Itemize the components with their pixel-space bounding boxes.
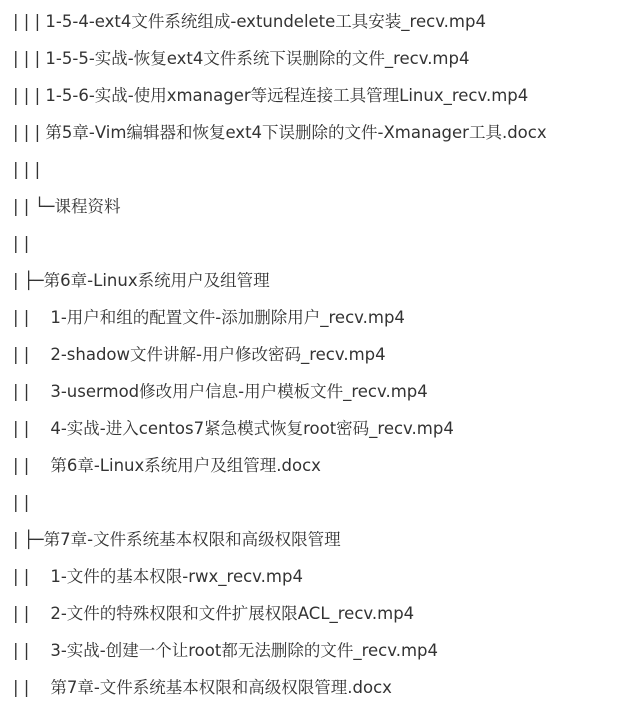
- tree-line: | ├─第7章-文件系统基本权限和高级权限管理: [13, 530, 341, 549]
- tree-line: | | └─课程资料: [13, 197, 121, 216]
- tree-line: | | 3-usermod修改用户信息-用户模板文件_recv.mp4: [13, 382, 428, 401]
- tree-line: | | 2-shadow文件讲解-用户修改密码_recv.mp4: [13, 345, 386, 364]
- tree-line: | |: [13, 493, 30, 512]
- tree-line: | | | 1-5-5-实战-恢复ext4文件系统下误删除的文件_recv.mp4: [13, 49, 470, 68]
- tree-line: | | 1-用户和组的配置文件-添加删除用户_recv.mp4: [13, 308, 405, 327]
- tree-line: | | | 第5章-Vim编辑器和恢复ext4下误删除的文件-Xmanager工具.docx: [13, 123, 547, 142]
- tree-line: | | 第7章-文件系统基本权限和高级权限管理.docx: [13, 678, 392, 697]
- tree-line: | | 2-文件的特殊权限和文件扩展权限ACL_recv.mp4: [13, 604, 415, 623]
- tree-line: | | |: [13, 160, 41, 179]
- tree-line: | ├─第6章-Linux系统用户及组管理: [13, 271, 270, 290]
- tree-line: | | 4-实战-进入centos7紧急模式恢复root密码_recv.mp4: [13, 419, 454, 438]
- tree-line: | |: [13, 234, 30, 253]
- tree-line: | | 第6章-Linux系统用户及组管理.docx: [13, 456, 321, 475]
- tree-line: | | 1-文件的基本权限-rwx_recv.mp4: [13, 567, 303, 586]
- tree-line: | | 3-实战-创建一个让root都无法删除的文件_recv.mp4: [13, 641, 438, 660]
- tree-line: | | | 1-5-6-实战-使用xmanager等远程连接工具管理Linux_recv.mp4: [13, 86, 529, 105]
- tree-line: | | | 1-5-4-ext4文件系统组成-extundelete工具安装_recv.mp4: [13, 12, 486, 31]
